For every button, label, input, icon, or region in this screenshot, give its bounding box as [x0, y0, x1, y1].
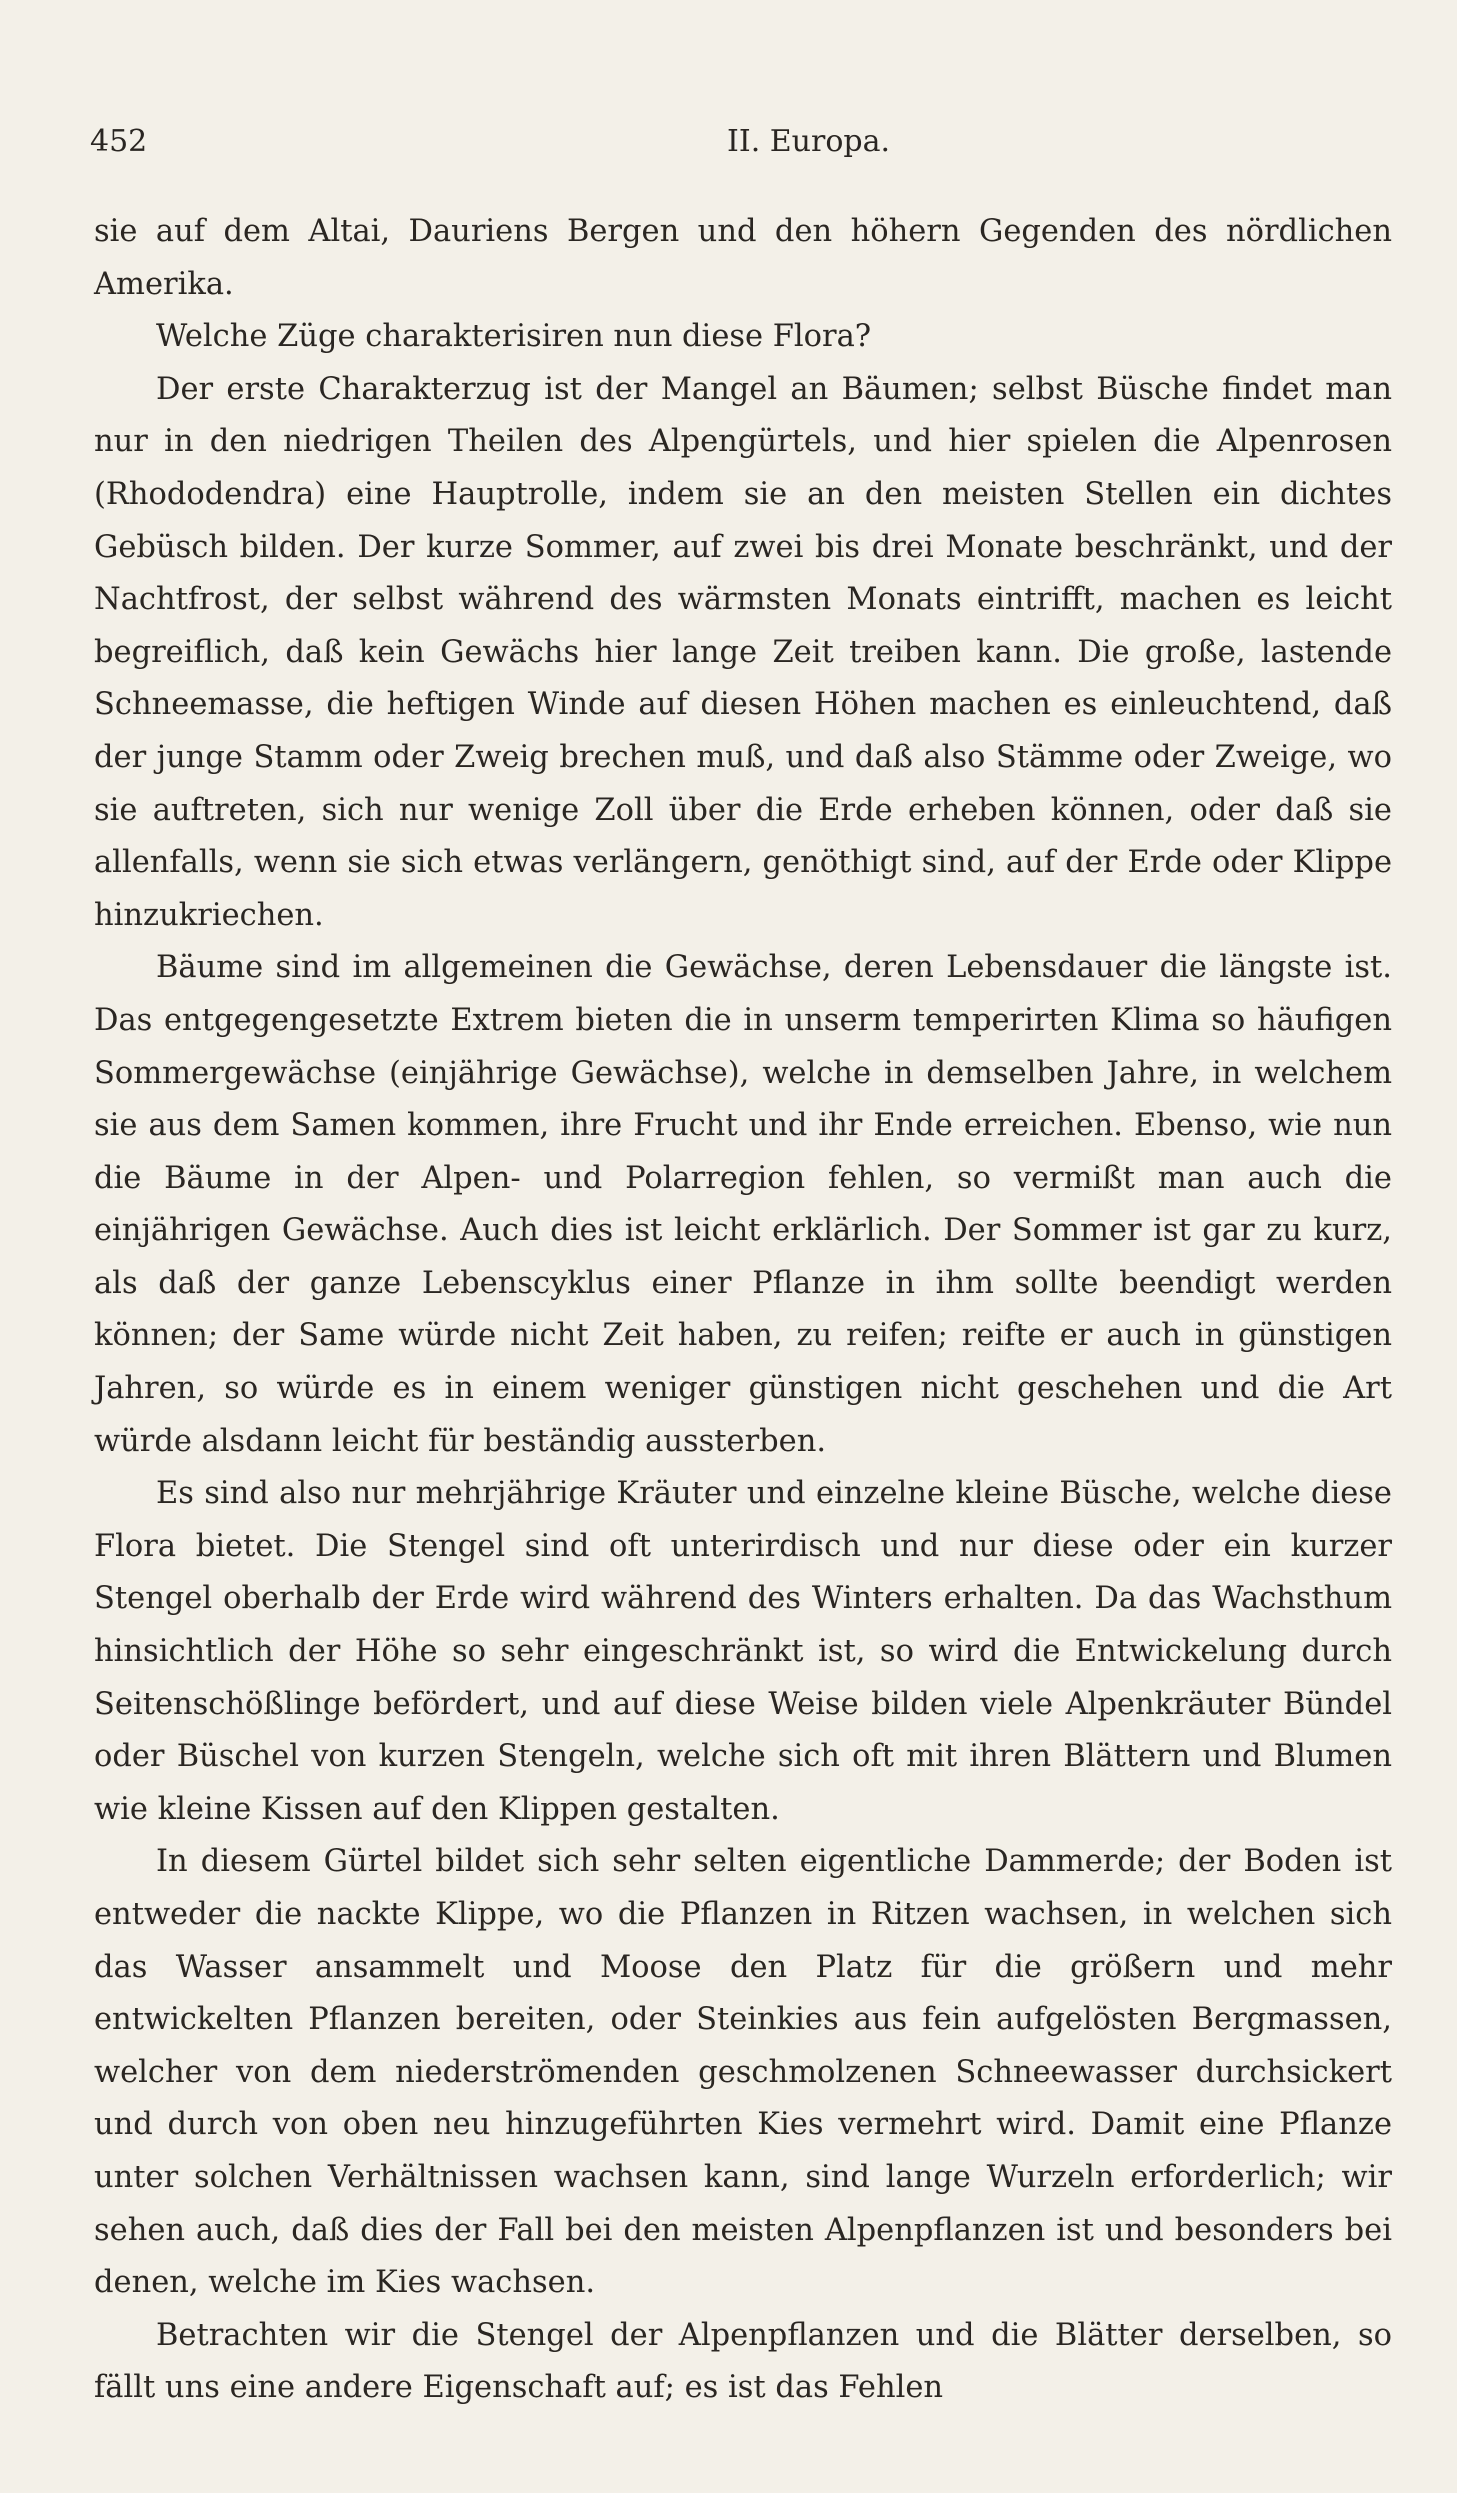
running-head: II. Europa. — [727, 124, 891, 159]
page-header — [62, 28, 1392, 159]
paragraph: Bäume sind im allgemeinen die Gewächse, deren Lebensdauer die längste ist. Das entgegengesetzte Extrem bieten die in unserm temperirten Klima so häufigen Sommergewächse (einjährige Gewächse), welche in demselben Jahre, in welchem sie aus dem Samen kommen, ihre Frucht und ihr Ende erreichen. Ebenso, wie nun die Bäume in der Alpen- und Polarregion fehlen, so vermißt man auch die einjährigen Gewächse. Auch dies ist leicht erklärlich. Der Sommer ist gar zu kurz, als daß der ganze Lebenscyklus einer Pflanze in ihm sollte beendigt werden können; der Same würde nicht Zeit haben, zu reifen; reifte er auch in günstigen Jahren, so würde es in einem weniger günstigen nicht geschehen und die Art würde alsdann leicht für beständig aussterben. — [94, 950, 1392, 1459]
paragraph: Welche Züge charakterisiren nun diese Flora? — [156, 319, 872, 355]
paragraph: Es sind also nur mehrjährige Kräuter und einzelne kleine Büsche, welche diese Flora bietet. Die Stengel sind oft unterirdisch und nur diese oder ein kurzer Stengel oberhalb der Erde wird während des Winters erhalten. Da das Wachsthum hinsichtlich der Höhe so sehr eingeschränkt ist, so wird die Entwickelung durch Seitenschößlinge befördert, und auf diese Weise bilden viele Alpenkräuter Bündel oder Büschel von kurzen Stengeln, welche sich oft mit ihren Blättern und Blumen wie kleine Kissen auf den Klippen gestalten. — [94, 1476, 1392, 1827]
paragraph: Betrachten wir die Stengel der Alpenpflanzen und die Blätter derselben, so fällt uns eine andere Eigenschaft auf; es ist das Fehlen — [94, 2317, 1392, 2406]
body-text — [94, 206, 1392, 2415]
page-number: 452 — [90, 124, 148, 159]
paragraph: sie auf dem Altai, Dauriens Bergen und den höhern Gegenden des nördlichen Amerika. — [94, 214, 1392, 302]
paragraph: In diesem Gürtel bildet sich sehr selten eigentliche Dammerde; der Boden ist entweder die nackte Klippe, wo die Pflanzen in Ritzen wachsen, in welchen sich das Wasser ansammelt und Moose den Platz für die größern und mehr entwickelten Pflanzen bereiten, oder Steinkies aus fein aufgelösten Bergmassen, welcher von dem niederströmenden geschmolzenen Schneewasser durchsickert und durch von oben neu hinzugeführten Kies vermehrt wird. Damit eine Pflanze unter solchen Verhältnissen wachsen kann, sind lange Wurzeln erforderlich; wir sehen auch, daß dies der Fall bei den meisten Alpenpflanzen ist und besonders bei denen, welche im Kies wachsen. — [94, 1844, 1392, 2301]
paragraph: Der erste Charakterzug ist der Mangel an Bäumen; selbst Büsche findet man nur in den niedrigen Theilen des Alpengürtels, und hier spielen die Alpenrosen (Rhododendra) eine Hauptrolle, indem sie an den meisten Stellen ein dichtes Gebüsch bilden. Der kurze Sommer, auf zwei bis drei Monate beschränkt, und der Nachtfrost, der selbst während des wärmsten Monats eintrifft, machen es leicht begreiflich, daß kein Gewächs hier lange Zeit treiben kann. Die große, lastende Schneemasse, die heftigen Winde auf diesen Höhen machen es einleuchtend, daß der junge Stamm oder Zweig brechen muß, und daß also Stämme oder Zweige, wo sie auftreten, sich nur wenige Zoll über die Erde erheben können, oder daß sie allenfalls, wenn sie sich etwas verlängern, genöthigt sind, auf der Erde oder Klippe hinzukriechen. — [94, 371, 1392, 933]
book-page — [62, 28, 1392, 2468]
